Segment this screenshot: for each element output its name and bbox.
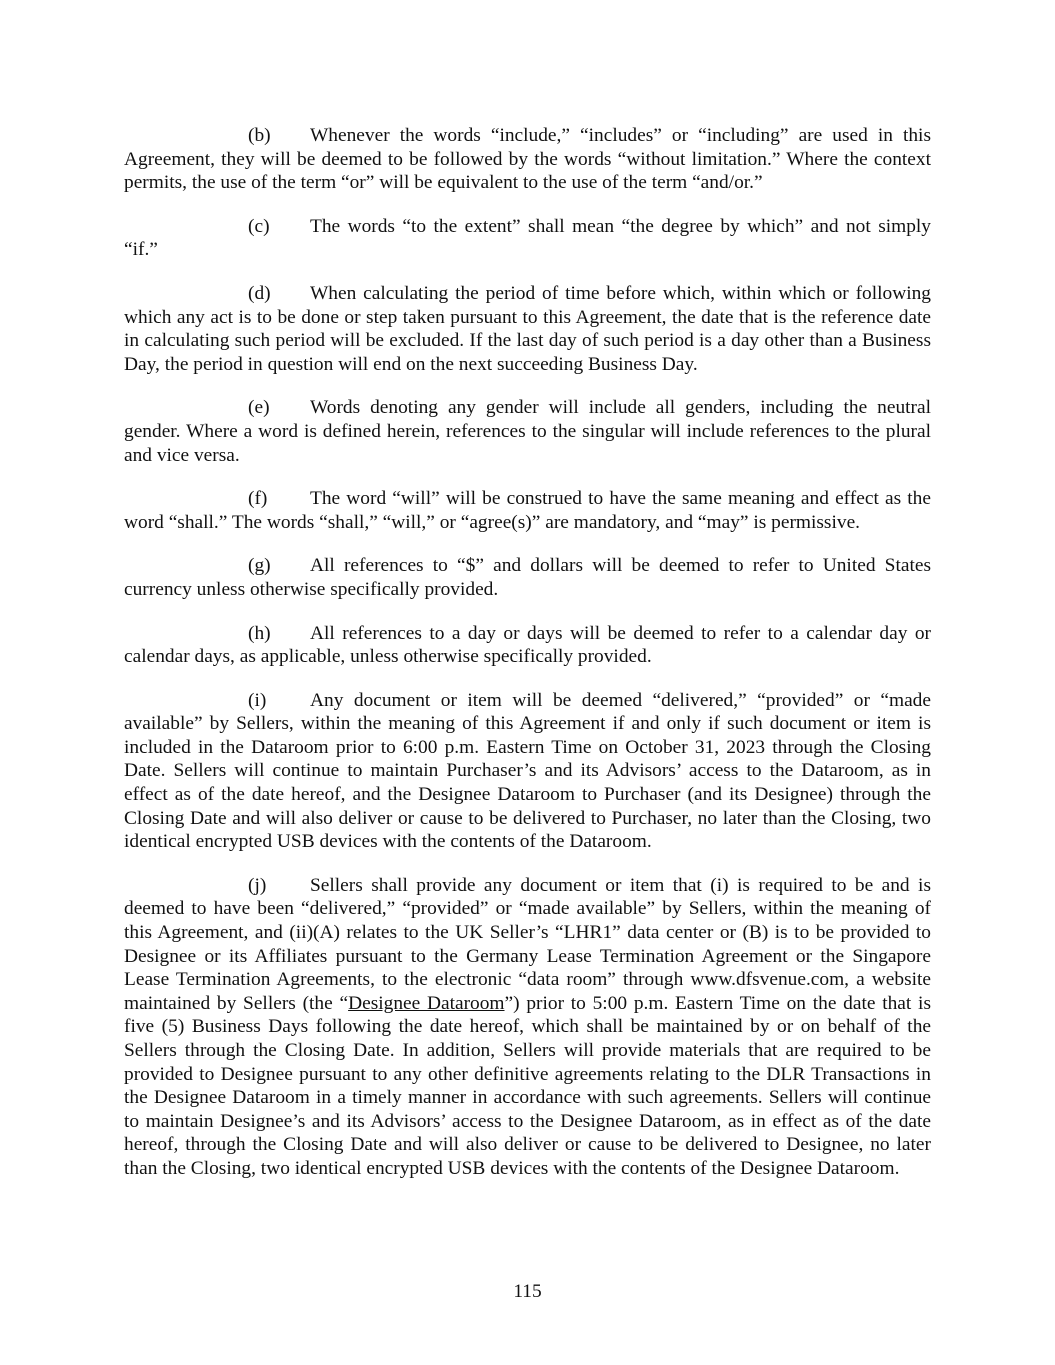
paragraph-text: All references to “$” and dollars will be deemed to refer to United States currency unless otherwise specifically provided.: [124, 555, 931, 600]
paragraph-f: [124, 487, 931, 534]
paragraph-text: When calculating the period of time before which, within which or following which any act is to be done or step taken pursuant to this Agreement, the date that is the reference date in calculating such period will be excluded. If the last day of such period is a day other than a Business Day, the period in question will end on the next succeeding Business Day.: [124, 282, 931, 375]
paragraph-label: (d): [248, 282, 271, 304]
paragraph-g: [124, 554, 931, 601]
paragraph-text: Words denoting any gender will include all genders, including the neutral gender. Where a word is defined herein, references to the singular will include references to the plural and vice versa.: [124, 397, 931, 466]
paragraph-text-continued: ”) prior to 5:00 p.m. Eastern Time on the date that is five (5) Business Days following the date hereof, which shall be maintained by or on behalf of the Sellers through the Closing Date. In addition, Sellers will provide materials that are required to be provided to Designee pursuant to any other definitive agreements relating to the DLR Transactions in the Designee Dataroom in a timely manner in accordance with such agreements. Sellers will continue to maintain Designee’s and its Advisors’ access to the Designee Dataroom, as in effect as of the date hereof, through the Closing Date and will also deliver or cause to be delivered to Designee, no later than the Closing, two identical encrypted USB devices with the contents of the Designee Dataroom.: [124, 992, 931, 1179]
paragraph-label: (f): [248, 488, 268, 510]
paragraph-label: (h): [248, 622, 271, 644]
paragraph-label: (c): [248, 215, 270, 237]
paragraph-j: [124, 874, 931, 1181]
paragraph-label: (e): [248, 397, 270, 419]
paragraph-text: The words “to the extent” shall mean “the degree by which” and not simply “if.”: [124, 215, 931, 261]
paragraph-label: (i): [248, 689, 267, 711]
paragraph-b: [124, 124, 931, 195]
paragraph-label: (b): [248, 125, 271, 146]
paragraph-d: [124, 282, 931, 376]
defined-term: Designee Dataroom: [348, 992, 505, 1014]
paragraph-e: [124, 396, 931, 467]
paragraph-label: (j): [248, 874, 267, 896]
page-number: 115: [513, 1281, 542, 1302]
paragraph-i: [124, 689, 931, 854]
paragraph-text: Any document or item will be deemed “delivered,” “provided” or “made available” by Sellers, within the meaning of this Agreement if and only if such document or item is included in the Dataroom prior to 6:00 p.m. Eastern Time on October 31, 2023 through the Closing Date. Sellers will continue to maintain Purchaser’s and its Advisors’ access to the Dataroom, as in effect as of the date hereof, and the Designee Dataroom to Purchaser (and its Designee) through the Closing Date and will also deliver or cause to be delivered to Purchaser, no later than the Closing, two identical encrypted USB devices with the contents of the Dataroom.: [124, 689, 931, 853]
paragraph-label: (g): [248, 555, 271, 577]
paragraph-c: [124, 215, 931, 262]
paragraph-text: All references to a day or days will be deemed to refer to a calendar day or calendar days, as applicable, unless otherwise specifically provided.: [124, 622, 931, 668]
document-page: [124, 124, 931, 1201]
paragraph-text: Sellers shall provide any document or item that (i) is required to be and is deemed to have been “delivered,” “provided” or “made available” by Sellers, within the meaning of this Agreement, and (ii)(A) relates to the UK Seller’s “LHR1” data center or (B) is to be provided to Designee or its Affiliates pursuant to the Germany Lease Termination Agreement or the Singapore Lease Termination Agreements, to the electronic “data room” through www.dfsvenue.com, a website maintained by Sellers (the “: [124, 874, 931, 1014]
paragraph-h: [124, 622, 931, 669]
paragraph-text: Whenever the words “include,” “includes” or “including” are used in this Agreement, they will be deemed to be followed by the words “without limitation.” Where the context permits, the use of the term “or” will be equivalent to the use of the term “and/or.”: [124, 125, 931, 194]
paragraph-text: The word “will” will be construed to have the same meaning and effect as the word “shall.” The words “shall,” “will,” or “agree(s)” are mandatory, and “may” is permissive.: [124, 488, 931, 533]
